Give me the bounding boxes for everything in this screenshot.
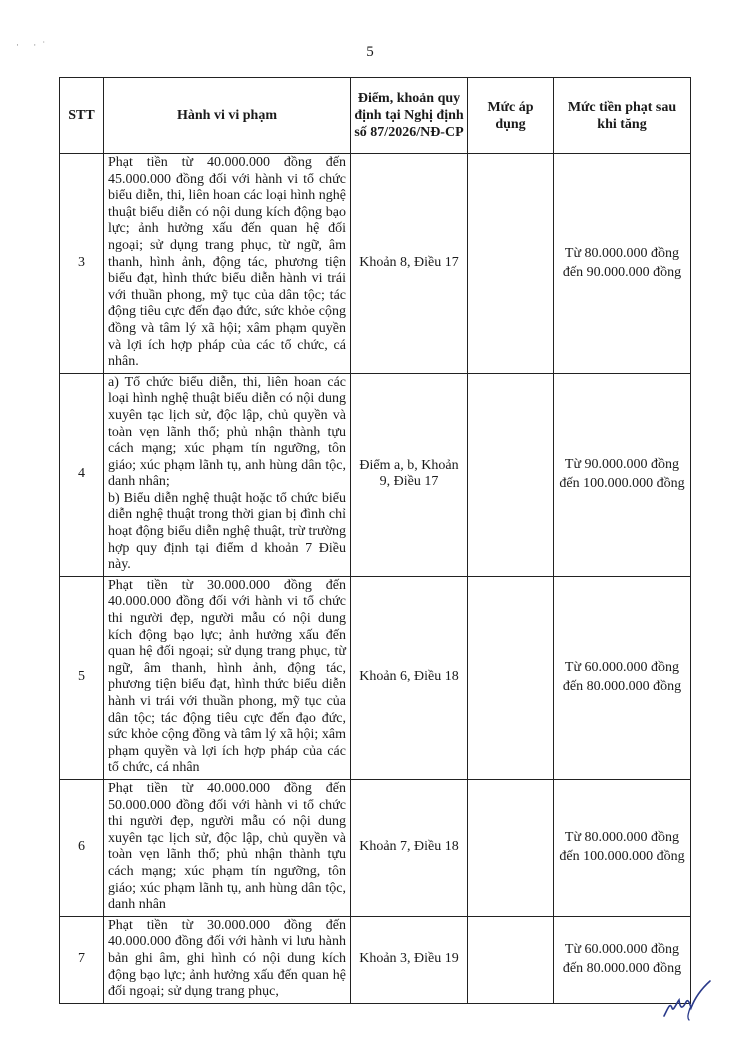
table-row xyxy=(60,576,691,779)
header-penalty: Mức tiền phạt sau khi tăng xyxy=(554,78,691,154)
row-applied xyxy=(468,576,554,779)
table-header-row xyxy=(60,78,691,154)
row-behavior: Phạt tiền từ 40.000.000 đồng đến 50.000.000 đồng đối với hành vi tổ chức thi người đẹp, người mẫu có nội dung xuyên tạc lịch sử, độc lập, chủ quyền và toàn vẹn lãnh thổ; phủ nhận thành tựu cách mạng; xúc phạm tín ngưỡng, tôn giáo; xúc phạm lãnh tụ, anh hùng dân tộc, danh nhân xyxy=(104,779,351,916)
row-penalty: Từ 60.000.000 đồng đến 80.000.000 đồng xyxy=(554,916,691,1003)
row-penalty: Từ 80.000.000 đồng đến 100.000.000 đồng xyxy=(554,779,691,916)
row-applied xyxy=(468,779,554,916)
row-stt: 5 xyxy=(60,576,104,779)
row-clause: Điểm a, b, Khoản 9, Điều 17 xyxy=(351,373,468,576)
header-behavior: Hành vi vi phạm xyxy=(104,78,351,154)
table-row xyxy=(60,779,691,916)
header-applied: Mức áp dụng xyxy=(468,78,554,154)
header-clause: Điểm, khoản quy định tại Nghị định số 87/2026/NĐ-CP xyxy=(351,78,468,154)
violations-table xyxy=(59,77,691,1004)
row-stt: 3 xyxy=(60,154,104,374)
row-stt: 7 xyxy=(60,916,104,1003)
row-behavior: Phạt tiền từ 30.000.000 đồng đến 40.000.000 đồng đối với hành vi lưu hành bản ghi âm, ghi hình có nội dung kích động bạo lực; ảnh hưởng xấu đến quan hệ đối ngoại; sử dụng trang phục, xyxy=(104,916,351,1003)
row-clause: Khoản 7, Điều 18 xyxy=(351,779,468,916)
row-behavior-item-b: b) Biểu diễn nghệ thuật hoặc tổ chức biểu diễn nghệ thuật trong thời gian bị đình chỉ hoạt động biểu diễn nghệ thuật, trừ trường hợp quy định tại điểm d khoản 7 Điều này. xyxy=(108,490,346,573)
row-stt: 6 xyxy=(60,779,104,916)
page-number: 5 xyxy=(366,44,374,60)
row-behavior: Phạt tiền từ 40.000.000 đồng đến 45.000.000 đồng đối với hành vi tổ chức biểu diễn, thi, liên hoan các loại hình nghệ thuật biểu diễn có nội dung kích động bạo lực; ảnh hưởng xấu đến quan hệ đối ngoại; sử dụng trang phục, từ ngữ, âm thanh, hình ảnh, động tác, phương tiện biểu đạt, hình thức biểu diễn hành vi trái với thuần phong, mỹ tục của dân tộc; tác động tiêu cực đến đạo đức, sức khỏe cộng đồng và tâm lý xã hội; xâm phạm quyền và lợi ích hợp pháp của các tổ chức, cá nhân. xyxy=(104,154,351,374)
row-penalty: Từ 80.000.000 đồng đến 90.000.000 đồng xyxy=(554,154,691,374)
header-stt: STT xyxy=(60,78,104,154)
table-row xyxy=(60,373,691,576)
row-stt: 4 xyxy=(60,373,104,576)
row-clause: Khoản 8, Điều 17 xyxy=(351,154,468,374)
row-behavior: Phạt tiền từ 30.000.000 đồng đến 40.000.000 đồng đối với hành vi tổ chức thi người đẹp, người mẫu có nội dung kích động bạo lực; ảnh hưởng xấu đến quan hệ đối ngoại; sử dụng trang phục, từ ngữ, âm thanh, hình ảnh, động tác, phương tiện biểu đạt, hình thức biểu diễn hành vi trái với thuần phong, mỹ tục của dân tộc; tác động tiêu cực đến đạo đức, sức khỏe cộng đồng và tâm lý xã hội; xâm phạm quyền và lợi ích hợp pháp của các tổ chức, cá nhân xyxy=(104,576,351,779)
row-applied xyxy=(468,916,554,1003)
row-applied xyxy=(468,154,554,374)
row-behavior-item-a: a) Tổ chức biểu diễn, thi, liên hoan các loại hình nghệ thuật biểu diễn có nội dung xuyên tạc lịch sử, độc lập, chủ quyền và toàn vẹn lãnh thổ; phủ nhận thành tựu cách mạng; xúc phạm tín ngưỡng, tôn giáo; xúc phạm lãnh tụ, anh hùng dân tộc, danh nhân; xyxy=(108,374,346,490)
row-penalty: Từ 90.000.000 đồng đến 100.000.000 đồng xyxy=(554,373,691,576)
signature-mark xyxy=(660,978,714,1022)
scan-specks: · ·˙ xyxy=(16,40,52,50)
row-behavior xyxy=(104,373,351,576)
row-clause: Khoản 3, Điều 19 xyxy=(351,916,468,1003)
row-clause: Khoản 6, Điều 18 xyxy=(351,576,468,779)
row-penalty: Từ 60.000.000 đồng đến 80.000.000 đồng xyxy=(554,576,691,779)
row-applied xyxy=(468,373,554,576)
table-row xyxy=(60,916,691,1003)
table-row xyxy=(60,154,691,374)
